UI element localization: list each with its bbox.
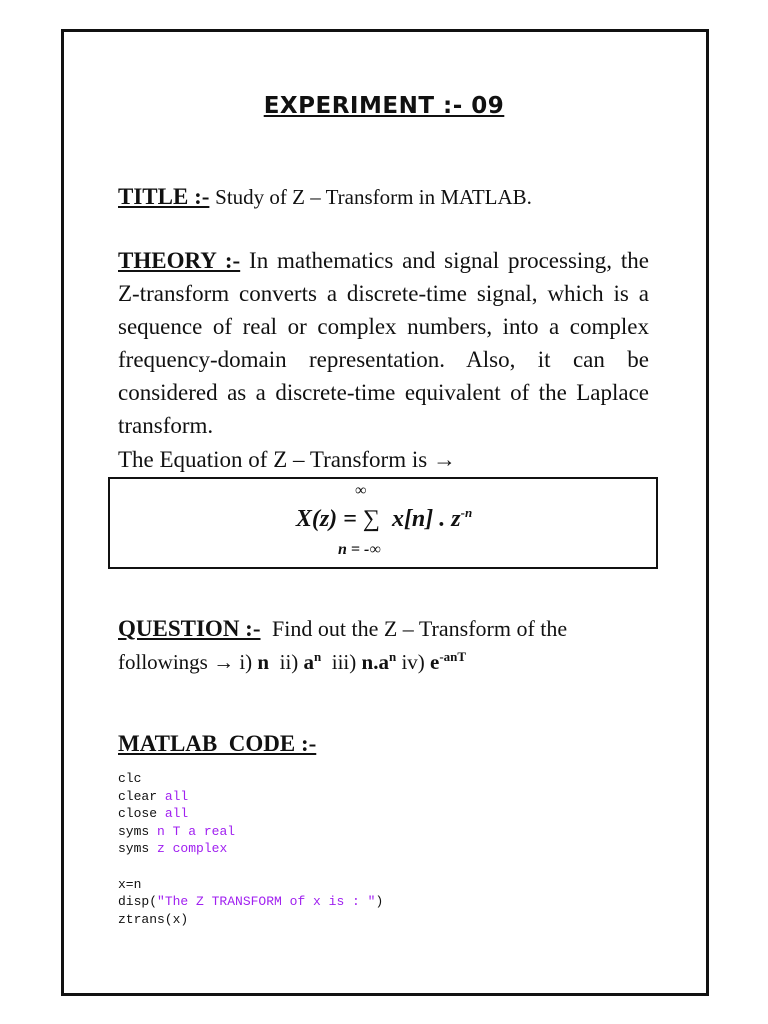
- code-arg: n T a real: [157, 823, 236, 839]
- question-line-1: [118, 616, 567, 642]
- matlab-code-block: [118, 770, 383, 928]
- code-line: clc: [118, 771, 142, 786]
- code-blank-line: [118, 858, 383, 876]
- code-line: [118, 788, 383, 806]
- code-line: [118, 805, 383, 823]
- code-line: [118, 893, 383, 911]
- equation-exponent: -n: [460, 505, 473, 520]
- item-3-prefix: iii): [331, 650, 357, 674]
- theory-paragraph: [118, 244, 649, 442]
- item-4-prefix: iv): [401, 650, 425, 674]
- equation-intro: The Equation of Z – Transform is →: [118, 447, 456, 472]
- item-2: [304, 650, 322, 674]
- code-line: [118, 823, 383, 841]
- title-text: Study of Z – Transform in MATLAB.: [215, 185, 532, 209]
- code-arg: z complex: [157, 841, 228, 857]
- sum-symbol: ∑: [362, 506, 380, 532]
- item-2-base: a: [303, 650, 315, 674]
- code-string: "The Z TRANSFORM of x is : ": [157, 894, 376, 910]
- code-arg: all: [164, 806, 189, 822]
- item-4-exp: -anT: [439, 649, 467, 664]
- equation-lower-limit: n = -∞: [338, 541, 381, 558]
- code-line: [118, 840, 383, 858]
- code-line: ztrans(x): [118, 911, 189, 927]
- matlab-label: MATLAB CODE :-: [118, 731, 317, 756]
- code-cmd: syms: [118, 823, 150, 839]
- code-line: x=n: [118, 876, 142, 892]
- item-3-base: n.a: [361, 650, 389, 674]
- code-paren: ): [375, 894, 384, 910]
- equation-main: [0, 505, 768, 533]
- question-followings: followings → i): [118, 650, 253, 674]
- equation-lhs: X(z) =: [295, 506, 357, 532]
- item-4-base: e: [430, 650, 440, 674]
- code-cmd: close: [118, 806, 158, 822]
- question-text: Find out the Z – Transform of the: [272, 616, 568, 641]
- item-2-prefix: ii): [279, 650, 299, 674]
- title-line: [118, 184, 532, 210]
- matlab-heading: [118, 731, 316, 757]
- item-3: [362, 650, 397, 674]
- code-cmd: disp(: [118, 894, 158, 910]
- item-1: n: [257, 650, 270, 674]
- equation-rhs: x[n] . z: [391, 506, 461, 532]
- item-3-exp: n: [388, 649, 397, 664]
- theory-text: In mathematics and signal processing, the Z-transform converts a discrete-time signal, which is a sequence of real or complex numbers, into a complex frequency-domain representation. Also, it can be considered as a discrete-time equivalent of the Laplace transform.: [118, 248, 649, 438]
- item-4: [430, 650, 466, 674]
- item-2-exp: n: [314, 649, 322, 664]
- question-label: QUESTION :-: [118, 616, 261, 641]
- theory-label: THEORY :-: [118, 248, 241, 273]
- code-cmd: clear: [118, 788, 158, 804]
- code-cmd: syms: [118, 841, 150, 857]
- equation-upper-limit: ∞: [355, 482, 367, 499]
- title-label: TITLE :-: [118, 184, 210, 209]
- experiment-heading: EXPERIMENT :- 09: [263, 93, 505, 119]
- code-arg: all: [164, 788, 189, 804]
- question-line-2: [118, 649, 466, 675]
